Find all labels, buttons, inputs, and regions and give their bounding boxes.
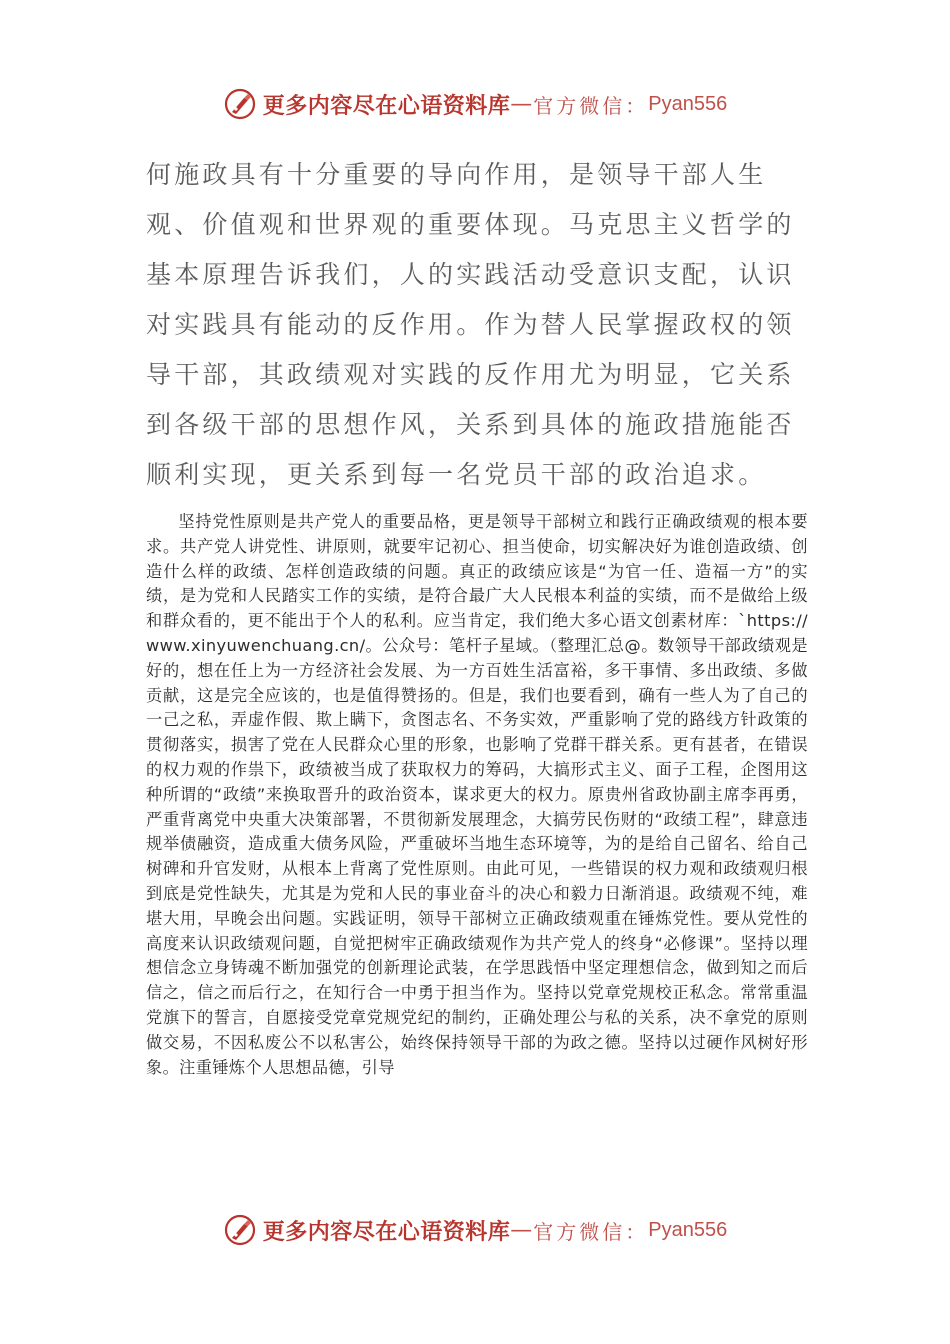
banner-brand-text: 更多内容尽在心语资料库 [262,92,511,119]
header-banner [0,84,950,124]
banner-separator: — [510,1217,534,1243]
pen-nib-logo-icon [223,1213,257,1247]
body-paragraph: 坚持党性原则是共产党人的重要品格，更是领导干部树立和践行正确政绩观的根本要求。共产党人讲党性、讲原则，就要牢记初心、担当使命，切实解决好为谁创造政绩、创造什么样的政绩、怎样创造政绩的问题。真正的政绩应该是“为官一任、造福一方”的实绩，是为党和人民踏实工作的实绩，是符合最广大人民根本利益的实绩，而不是做给上级和群众看的，更不能出于个人的私利。应当肯定，我们绝大多心语文创素材库：`https://www.xinyuwenchuang.cn/。公众号：笔杆子星域。（整理汇总@。数领导干部政绩观是好的，想在任上为一方经济社会发展、为一方百姓生活富裕，多干事情、多出政绩、多做贡献，这是完全应该的，也是值得赞扬的。但是，我们也要看到，确有一些人为了自己的一己之私，弄虚作假、欺上瞒下，贪图志名、不务实效，严重影响了党的路线方针政策的贯彻落实，损害了党在人民群众心里的形象，也影响了党群干群关系。更有甚者，在错误的权力观的作祟下，政绩被当成了获取权力的筹码，大搞形式主义、面子工程，企图用这种所谓的“政绩”来换取晋升的政治资本，谋求更大的权力。原贵州省政协副主席李再勇，严重背离党中央重大决策部署，不贯彻新发展理念，大搞劳民伤财的“政绩工程”，肆意违规举债融资，造成重大债务风险，严重破坏当地生态环境等，为的是给自己留名、给自己树碑和升官发财，从根本上背离了党性原则。由此可见，一些错误的权力观和政绩观归根到底是党性缺失，尤其是为党和人民的事业奋斗的决心和毅力日渐消退。政绩观不纯，难堪大用，早晚会出问题。实践证明，领导干部树立正确政绩观重在锤炼党性。要从党性的高度来认识政绩观问题，自觉把树牢正确政绩观作为共产党人的终身“必修课”。坚持以理想信念立身铸魂不断加强党的创新理论武装，在学思践悟中坚定理想信念，做到知之而后信之，信之而后行之，在知行合一中勇于担当作为。坚持以党章党规校正私念。常常重温党旗下的誓言，自愿接受党章党规党纪的制约，正确处理公与私的关系，决不拿党的原则做交易，不因私废公不以私害公，始终保持领导干部的为政之德。坚持以过硬作风树好形象。注重锤炼个人思想品德，引导 [146,512,808,1077]
banner-wechat-handle: Pyan556 [648,1218,728,1241]
footer-banner [0,1210,950,1250]
large-paragraph: 何施政具有十分重要的导向作用，是领导干部人生观、价值观和世界观的重要体现。马克思主义哲学的基本原理告诉我们，人的实践活动受意识支配，认识对实践具有能动的反作用。作为替人民掌握政权的领导干部，其政绩观对实践的反作用尤为明显，它关系到各级干部的思想作风，关系到具体的施政措施能否顺利实现，更关系到每一名党员干部的政治追求。 [146,160,795,489]
banner-wechat-label: 官方微信： [533,93,649,118]
banner-wechat-handle: Pyan556 [648,92,728,115]
pen-nib-logo-icon [223,87,257,121]
banner-brand-text: 更多内容尽在心语资料库 [262,1218,511,1245]
banner-wechat-label: 官方微信： [533,1219,649,1244]
banner-separator: — [510,91,534,117]
